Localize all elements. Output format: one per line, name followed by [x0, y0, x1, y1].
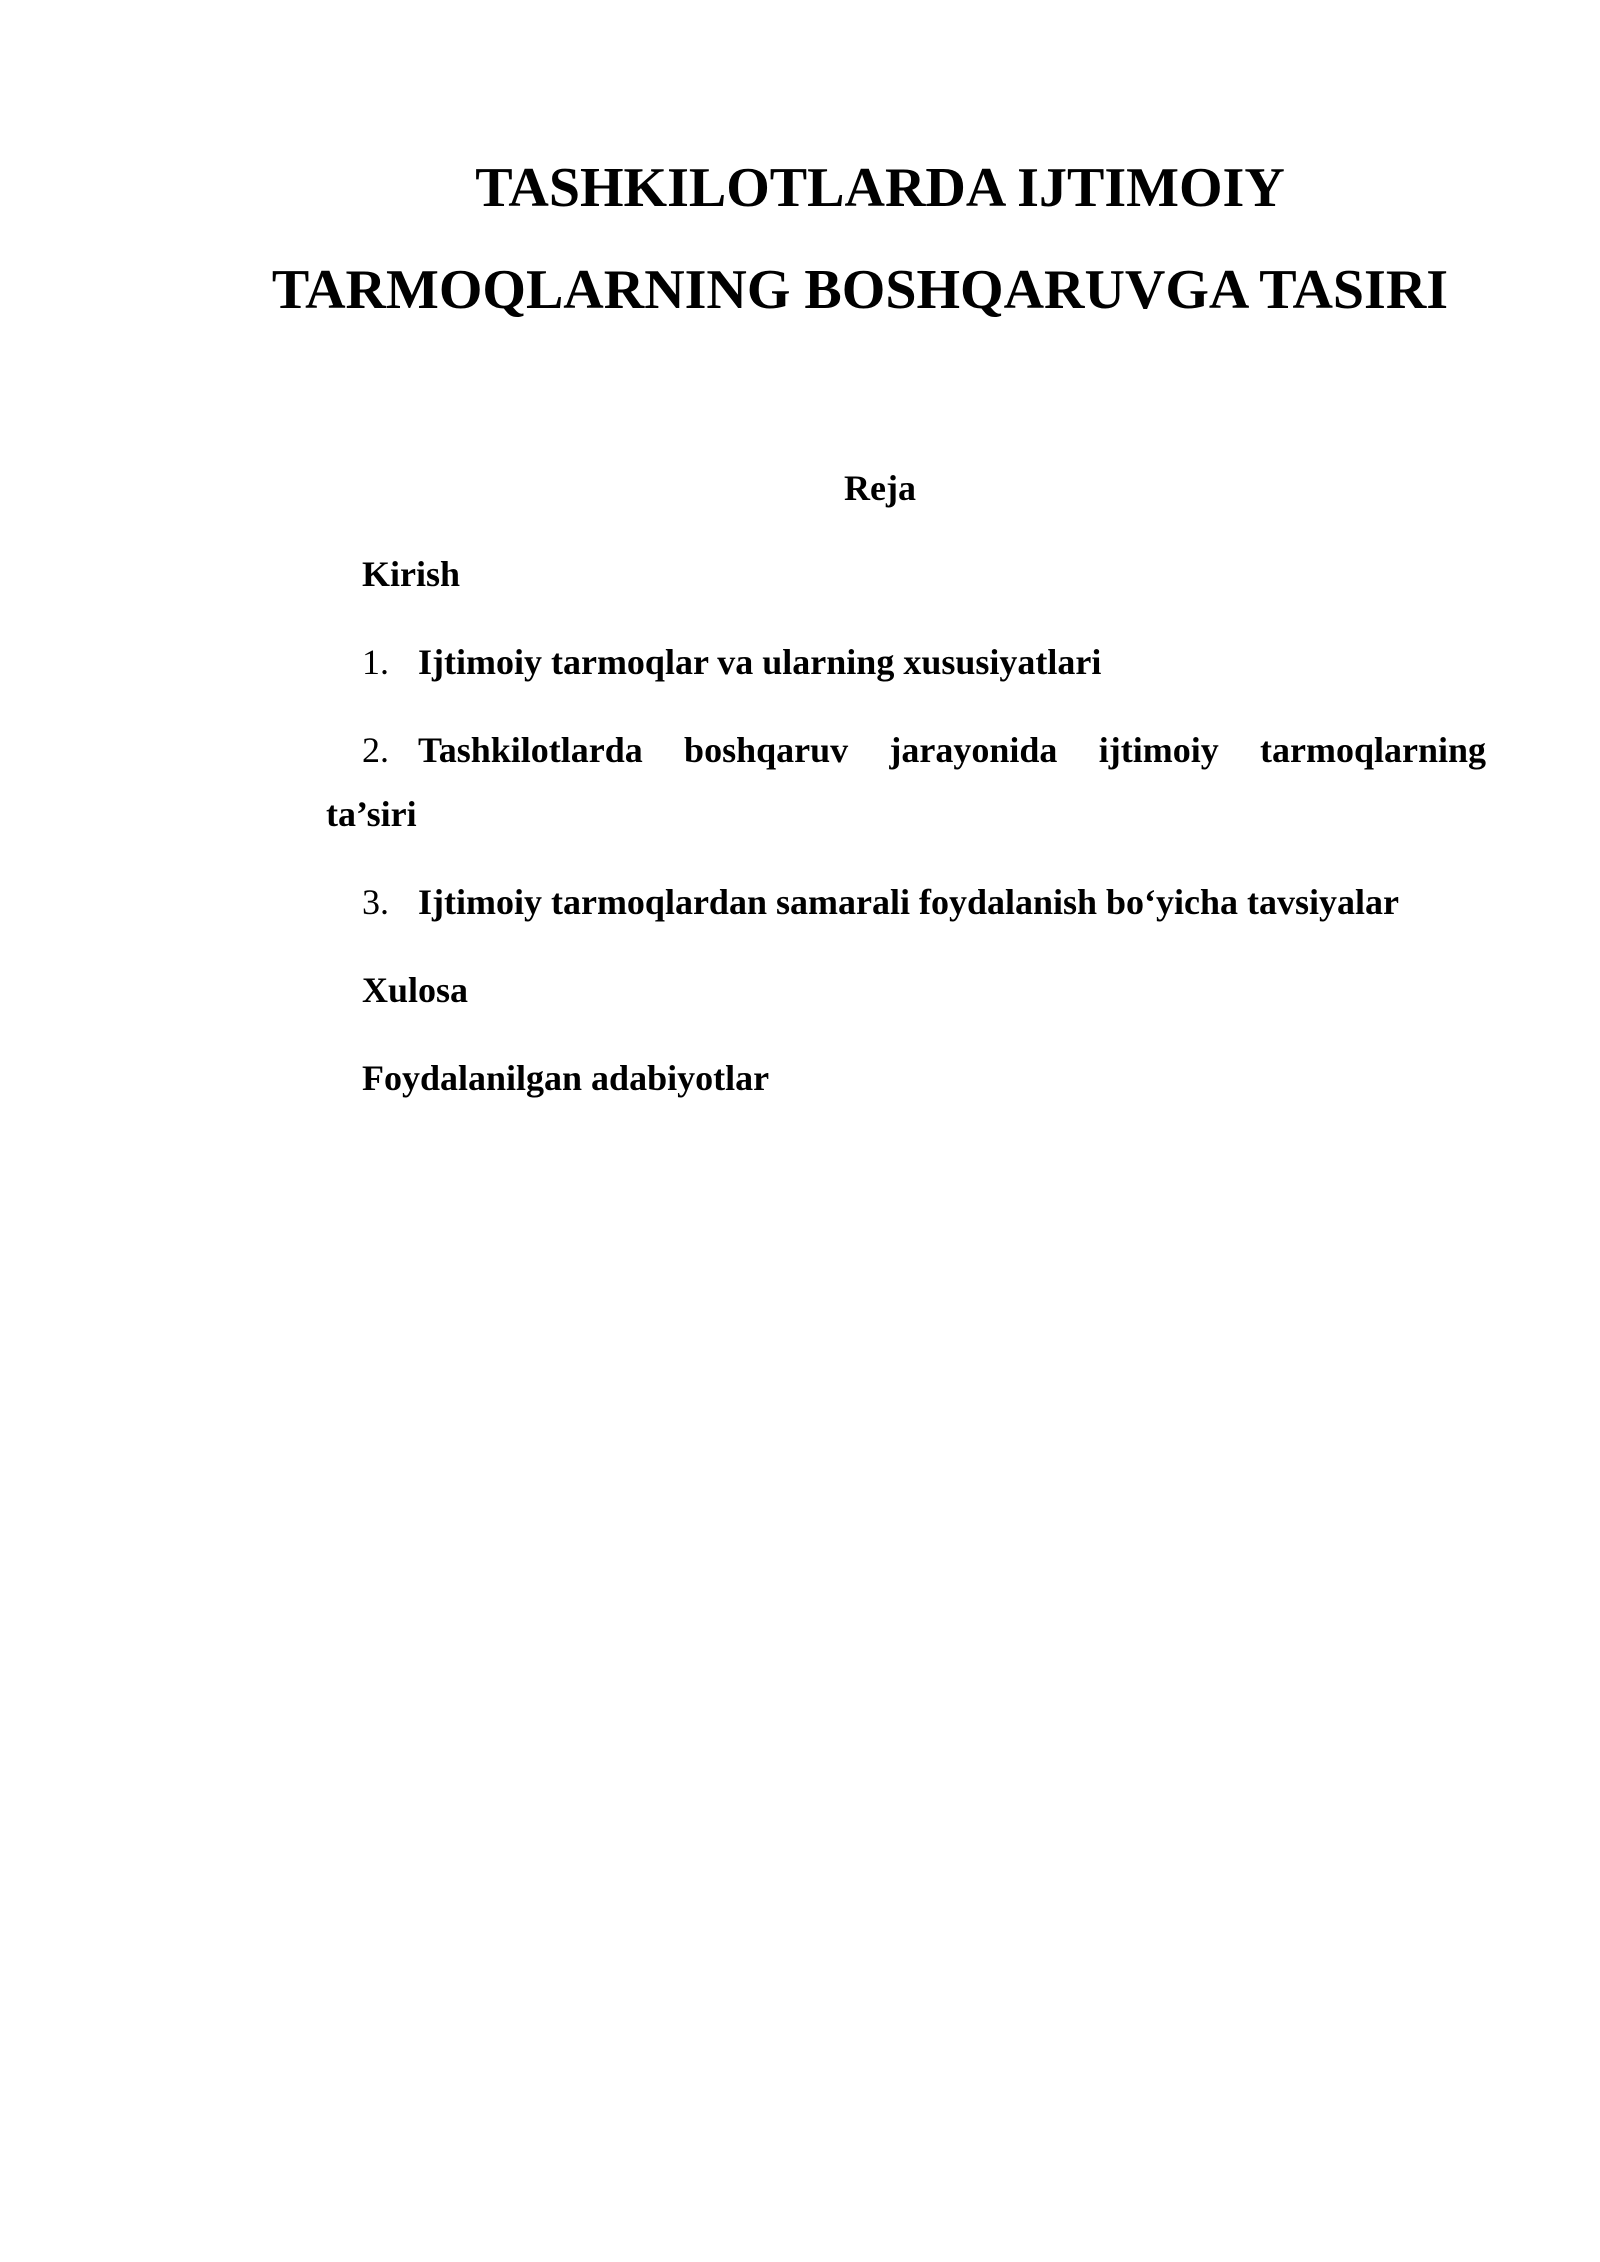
- plan-item-number: 3.: [362, 882, 389, 922]
- title-line-1: TASHKILOTLARDA IJTIMOIY: [475, 157, 1285, 219]
- plan-item-conclusion: Xulosa: [362, 970, 469, 1010]
- plan-item-number: 2.: [362, 730, 389, 770]
- plan-item-text: Ijtimoiy tarmoqlar va ularning xususiyatlari: [418, 642, 1102, 682]
- plan-item-3: [362, 880, 1399, 924]
- title-line-2: TARMOQLARNING BOSHQARUVGA TASIRI: [271, 259, 1449, 321]
- plan-item-2: [362, 728, 1486, 772]
- plan-item-intro: Kirish: [362, 554, 461, 594]
- plan-item-text: Tashkilotlarda boshqaruv jarayonida ijtimoiy tarmoqlarning: [418, 730, 1486, 770]
- plan-item-references: Foydalanilgan adabiyotlar: [362, 1058, 770, 1098]
- plan-item-1: [362, 640, 1101, 684]
- plan-item-number: 1.: [362, 642, 389, 682]
- plan-item-text: Ijtimoiy tarmoqlardan samarali foydalanish bo‘yicha tavsiyalar: [418, 882, 1400, 922]
- plan-item-2-continuation: ta’siri: [326, 794, 417, 834]
- plan-heading: Reja: [844, 468, 916, 508]
